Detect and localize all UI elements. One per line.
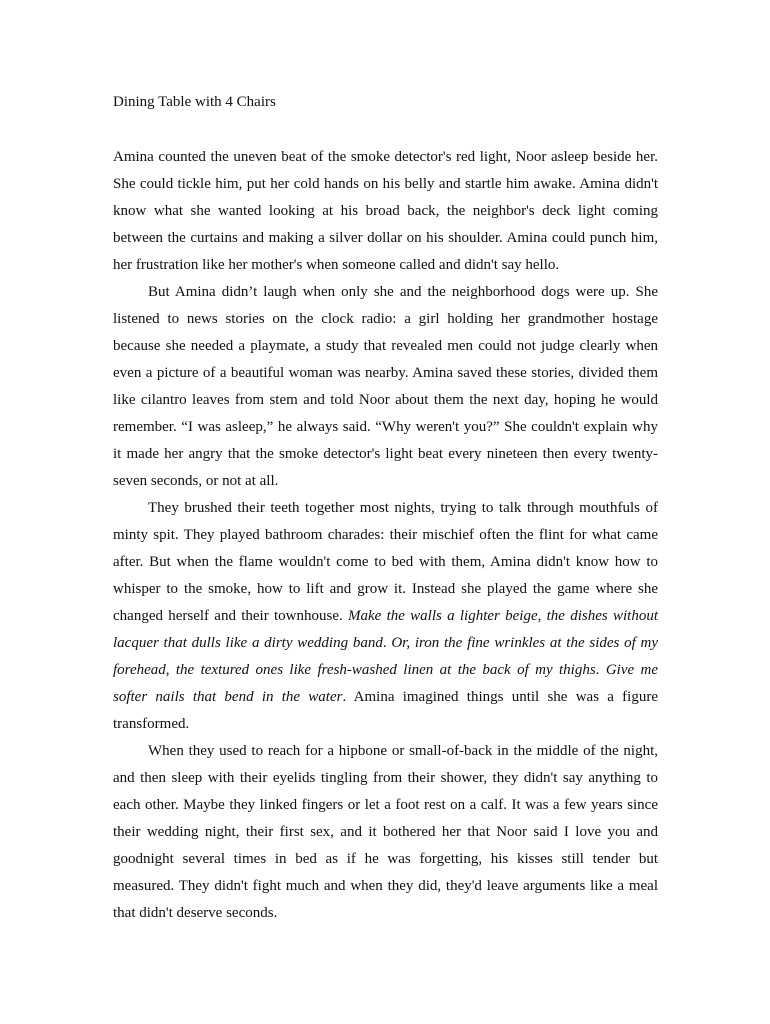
text-run: changed herself and their townhouse. [113, 608, 348, 624]
text-run: her frustration like her mother's when someone called and didn't say hello. [113, 257, 560, 273]
text-line [113, 441, 658, 468]
text-line [113, 657, 658, 684]
text-run: Amina counted the uneven beat of the smoke detector's red light, Noor asleep beside her. [113, 149, 658, 165]
paragraph [113, 279, 658, 495]
text-line [113, 225, 658, 252]
text-line [113, 900, 658, 927]
text-line [113, 306, 658, 333]
text-run: . Amina imagined things until she was a figure [342, 689, 658, 705]
text-line [113, 495, 658, 522]
italic-text: Or, iron the fine wrinkles at the sides of my [391, 635, 658, 651]
text-run: They brushed their teeth together most nights, trying to talk through mouthfuls of [148, 500, 658, 516]
text-line [113, 549, 658, 576]
text-line [113, 792, 658, 819]
text-run: transformed. [113, 716, 190, 732]
text-run: it made her angry that the smoke detector's light beat every nineteen then every twenty- [113, 446, 658, 462]
text-run: each other. Maybe they linked fingers or let a foot rest on a calf. It was a few years since [113, 797, 658, 813]
story-body [113, 144, 658, 927]
italic-text: softer nails that bend in the water [113, 689, 343, 705]
text-line [113, 603, 658, 630]
paragraph [113, 495, 658, 738]
text-run: . [595, 662, 606, 678]
text-line [113, 765, 658, 792]
text-run: even a picture of a beautiful woman was nearby. Amina saved these stories, divided them [113, 365, 658, 381]
italic-text: lacquer that dulls like a dirty wedding band [113, 635, 383, 651]
text-run: measured. They didn't fight much and when they did, they'd leave arguments like a meal [113, 878, 658, 894]
text-run: and then sleep with their eyelids tingling from their shower, they didn't say anything to [113, 770, 658, 786]
italic-text: forehead, the textured ones like fresh-washed linen at the back of my thighs [113, 662, 596, 678]
text-line [113, 684, 658, 711]
text-line [113, 279, 658, 306]
text-run: minty spit. They played bathroom charades: their mischief often the flint for what came [113, 527, 658, 543]
text-run: . [382, 635, 392, 651]
text-line [113, 819, 658, 846]
paragraph [113, 738, 658, 927]
text-line [113, 738, 658, 765]
italic-text: Give me [605, 662, 658, 678]
text-line [113, 873, 658, 900]
text-line [113, 387, 658, 414]
text-line [113, 144, 658, 171]
text-run: their wedding night, their first sex, and it bothered her that Noor said I love you and [113, 824, 658, 840]
text-line [113, 171, 658, 198]
text-run: because she needed a playmate, a study that revealed men could not judge clearly when [113, 338, 658, 354]
text-line [113, 414, 658, 441]
text-line [113, 360, 658, 387]
text-run: When they used to reach for a hipbone or small-of-back in the middle of the night, [148, 743, 658, 759]
text-line [113, 630, 658, 657]
text-run: after. But when the flame wouldn't come to bed with them, Amina didn't know how to [113, 554, 658, 570]
text-run: She could tickle him, put her cold hands on his belly and startle him awake. Amina didn't [113, 176, 658, 192]
italic-text: Make the walls a lighter beige, the dishes without [348, 608, 658, 624]
text-run: know what she wanted looking at his broad back, the neighbor's deck light coming [113, 203, 658, 219]
text-run: that didn't deserve seconds. [113, 905, 278, 921]
text-run: whisper to the smoke, how to lift and grow it. Instead she played the game where she [113, 581, 658, 597]
text-line [113, 522, 658, 549]
text-line [113, 711, 658, 738]
document-title: Dining Table with 4 Chairs [113, 94, 276, 110]
text-line [113, 846, 658, 873]
text-run: But Amina didn’t laugh when only she and the neighborhood dogs were up. She [148, 284, 658, 300]
paragraph [113, 144, 658, 279]
text-line [113, 468, 658, 495]
text-line [113, 333, 658, 360]
text-run: between the curtains and making a silver dollar on his shoulder. Amina could punch him, [113, 230, 658, 246]
text-run: seven seconds, or not at all. [113, 473, 279, 489]
text-run: goodnight several times in bed as if he was forgetting, his kisses still tender but [113, 851, 658, 867]
text-line [113, 252, 658, 279]
text-line [113, 198, 658, 225]
text-line [113, 576, 658, 603]
text-run: listened to news stories on the clock radio: a girl holding her grandmother hostage [113, 311, 658, 327]
text-run: like cilantro leaves from stem and told Noor about them the next day, hoping he would [113, 392, 658, 408]
text-run: remember. “I was asleep,” he always said. “Why weren't you?” She couldn't explain why [113, 419, 658, 435]
